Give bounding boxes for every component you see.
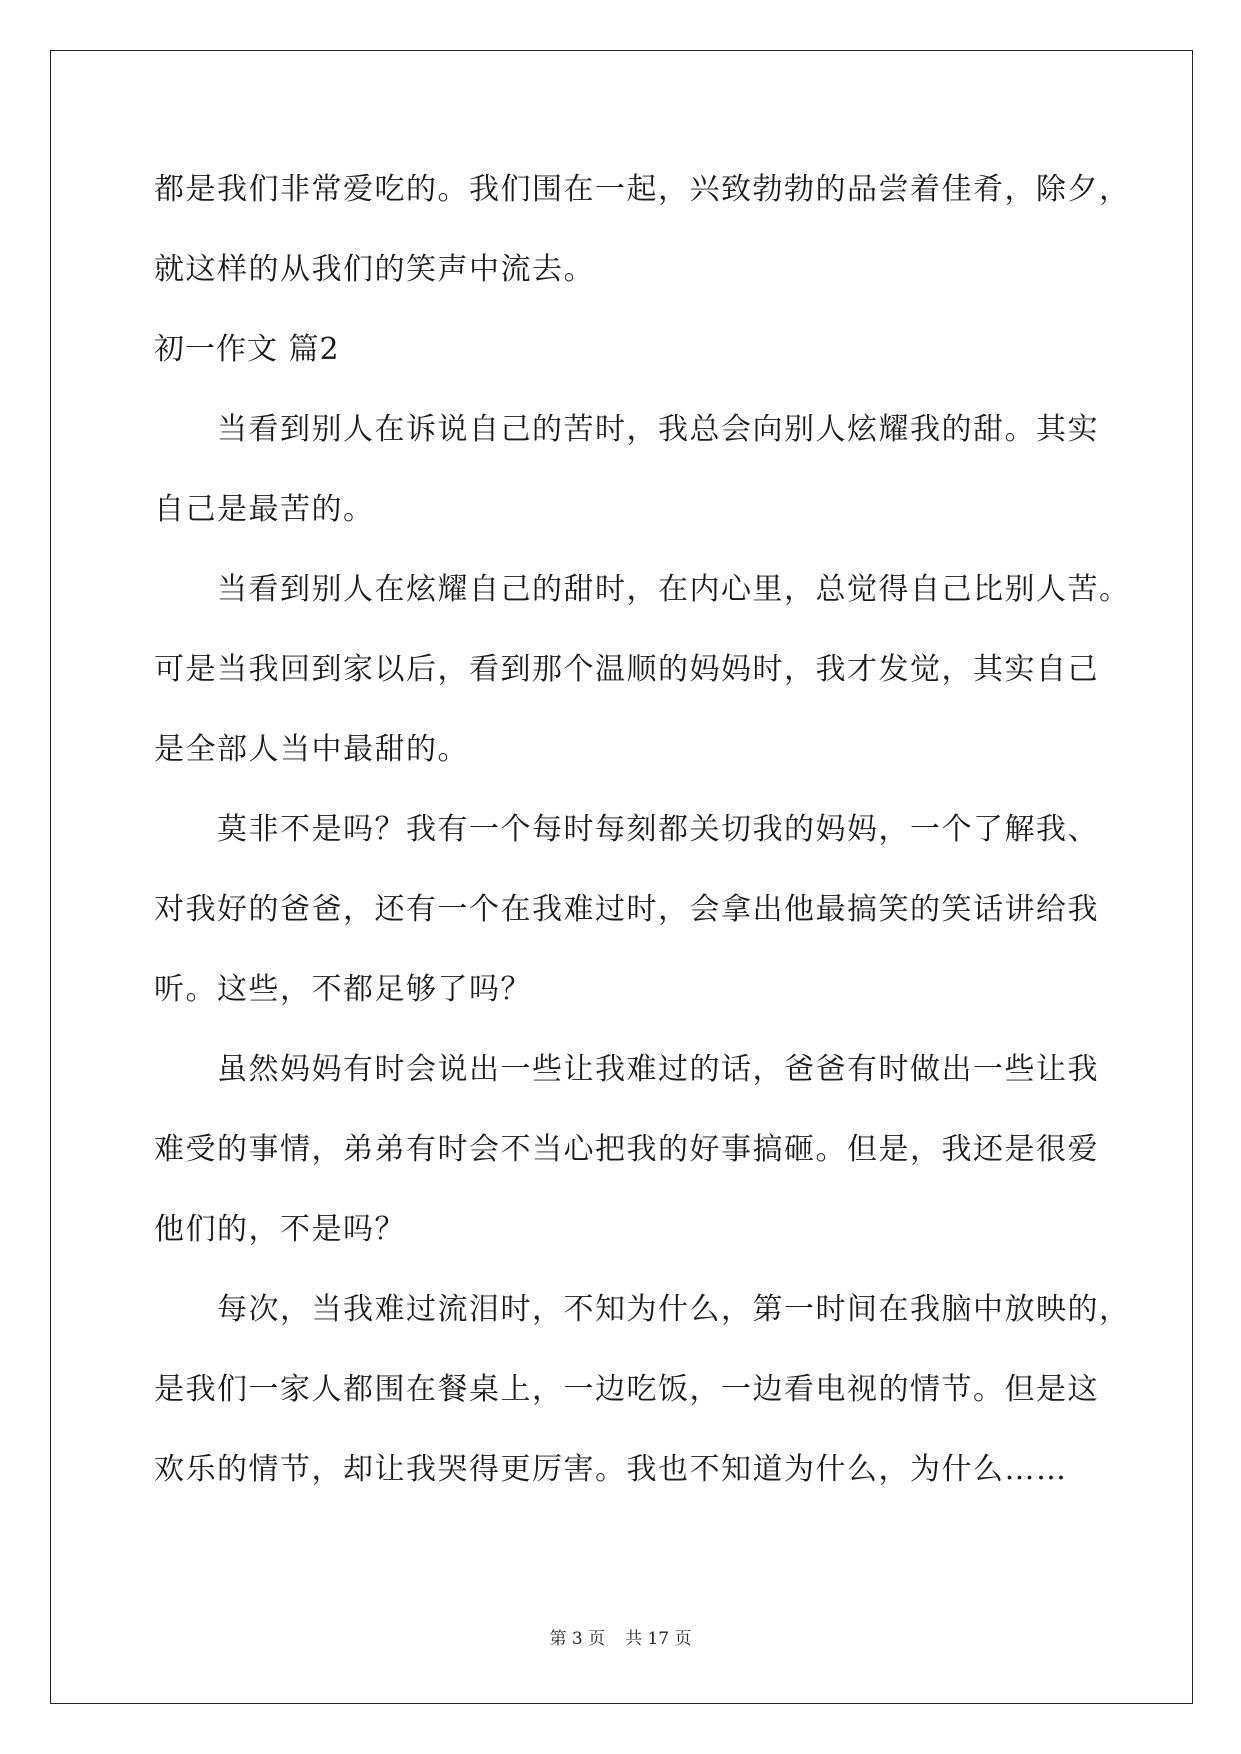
paragraph-start-line: 每次，当我难过流泪时，不知为什么，第一时间在我脑中放映的，: [217, 1292, 1131, 1327]
text-line: 对我好的爸爸，还有一个在我难过时，会拿出他最搞笑的笑话讲给我: [154, 892, 1099, 927]
text-line: 自己是最苦的。: [154, 492, 375, 527]
text-line: 难受的事情，弟弟有时会不当心把我的好事搞砸。但是，我还是很爱: [154, 1132, 1099, 1167]
paragraph-start-line: 虽然妈妈有时会说出一些让我难过的话，爸爸有时做出一些让我: [217, 1052, 1099, 1087]
page-number: 第 3 页: [549, 1629, 606, 1649]
paragraph-start-line: 当看到别人在诉说自己的苦时，我总会向别人炫耀我的甜。其实: [217, 412, 1099, 447]
text-line: 可是当我回到家以后，看到那个温顺的妈妈时，我才发觉，其实自己: [154, 652, 1099, 687]
text-line: 听。这些，不都足够了吗？: [154, 972, 532, 1007]
text-line: 就这样的从我们的笑声中流去。: [154, 252, 595, 287]
section-heading: 初一作文 篇2: [154, 332, 340, 367]
paragraph-start-line: 莫非不是吗？我有一个每时每刻都关切我的妈妈，一个了解我、: [217, 812, 1099, 847]
paragraph-start-line: 当看到别人在炫耀自己的甜时，在内心里，总觉得自己比别人苦。: [217, 572, 1131, 607]
page-total: 共 17 页: [625, 1629, 692, 1649]
page-footer: [0, 1629, 1241, 1649]
text-line: 他们的，不是吗？: [154, 1212, 406, 1247]
text-line: 是我们一家人都围在餐桌上，一边吃饭，一边看电视的情节。但是这: [154, 1372, 1099, 1407]
text-line: 都是我们非常爱吃的。我们围在一起，兴致勃勃的品尝着佳肴，除夕，: [154, 172, 1131, 207]
text-line: 欢乐的情节，却让我哭得更厉害。我也不知道为什么，为什么……: [154, 1452, 1068, 1487]
text-line: 是全部人当中最甜的。: [154, 732, 469, 767]
document-body: [154, 166, 1131, 1526]
